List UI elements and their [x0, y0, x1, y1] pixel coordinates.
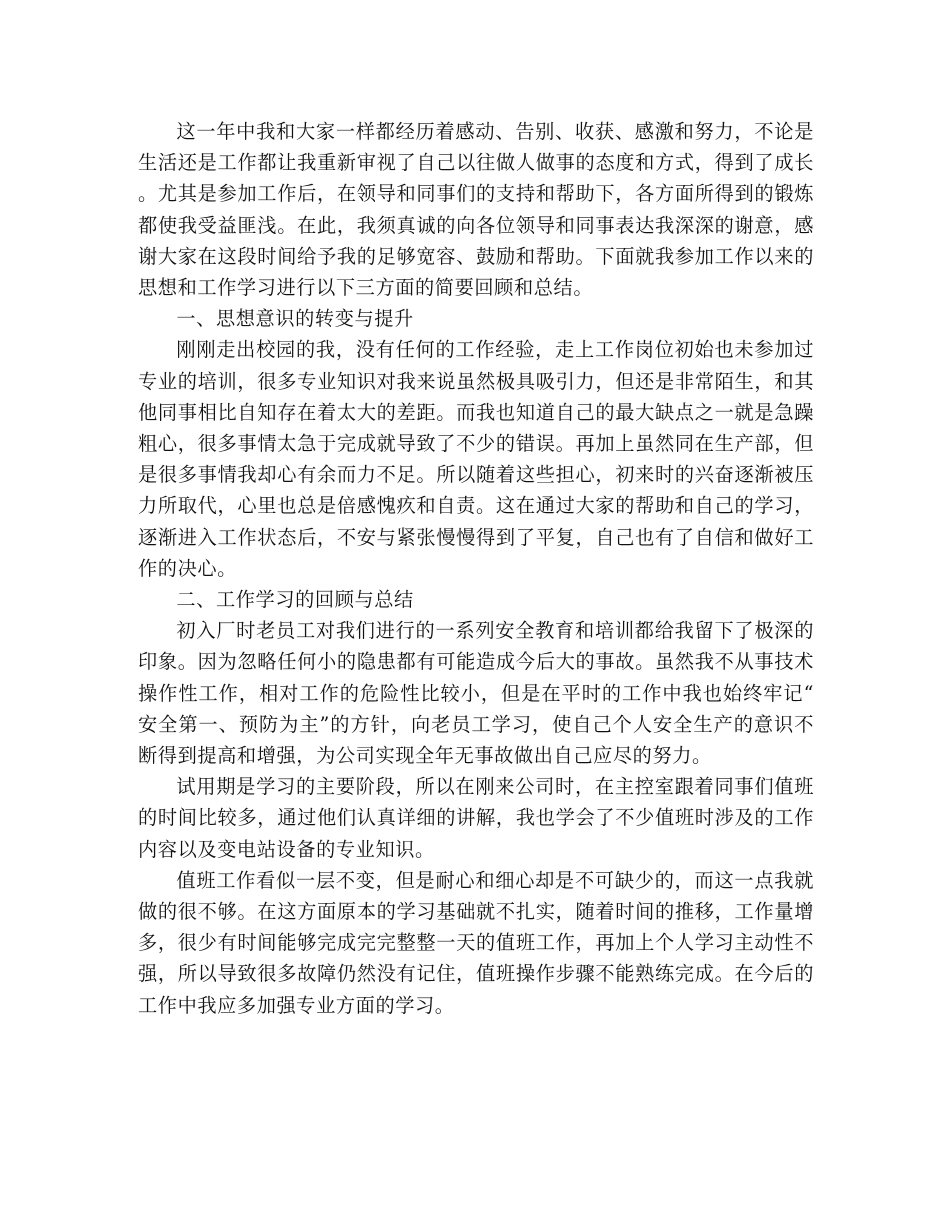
paragraph-safety-training: 初入厂时老员工对我们进行的一系列安全教育和培训都给我留下了极深的印象。因为忽略任何小的隐患都有可能造成今后大的事故。虽然我不从事技术操作性工作，相对工作的危险性比较小，但是在平时的工作中我也始终牢记“安全第一、预防为主”的方针，向老员工学习，使自己个人安全生产的意识不断得到提高和增强，为公司实现全年无事故做出自己应尽的努力。	[138, 619, 814, 768]
section-heading-2: 二、工作学习的回顾与总结	[176, 588, 414, 612]
paragraph-duty-work: 值班工作看似一层不变，但是耐心和细心却是不可缺少的，而这一点我就做的很不够。在这方面原本的学习基础就不扎实，随着时间的推移，工作量增多，很少有时间能够完成完完整整一天的值班工作，再加上个人学习主动性不强，所以导致很多故障仍然没有记住，值班操作步骤不能熟练完成。在今后的工作中我应多加强专业方面的学习。	[138, 868, 814, 1017]
paragraph-section-1: 刚刚走出校园的我，没有任何的工作经验，走上工作岗位初始也未参加过专业的培训，很多专业知识对我来说虽然极具吸引力，但还是非常陌生，和其他同事相比自知存在着太大的差距。而我也知道自己的最大缺点之一就是急躁粗心，很多事情太急于完成就导致了不少的错误。再加上虽然同在生产部，但是很多事情我却心有余而力不足。所以随着这些担心，初来时的兴奋逐渐被压力所取代，心里也总是倍感愧疚和自责。这在通过大家的帮助和自己的学习，逐渐进入工作状态后，不安与紧张慢慢得到了平复，自己也有了自信和做好工作的决心。	[138, 338, 814, 580]
paragraph-probation-study: 试用期是学习的主要阶段，所以在刚来公司时，在主控室跟着同事们值班的时间比较多，通过他们认真详细的讲解，我也学会了不少值班时涉及的工作内容以及变电站设备的专业知识。	[138, 775, 814, 861]
document-body	[138, 116, 814, 1021]
paragraph-intro: 这一年中我和大家一样都经历着感动、告别、收获、感激和努力，不论是生活还是工作都让我重新审视了自己以往做人做事的态度和方式，得到了成长。尤其是参加工作后，在领导和同事们的支持和帮助下，各方面所得到的锻炼都使我受益匪浅。在此，我须真诚的向各位领导和同事表达我深深的谢意，感谢大家在这段时间给予我的足够宽容、鼓励和帮助。下面就我参加工作以来的思想和工作学习进行以下三方面的简要回顾和总结。	[138, 120, 814, 300]
section-heading-1: 一、思想意识的转变与提升	[176, 307, 414, 331]
